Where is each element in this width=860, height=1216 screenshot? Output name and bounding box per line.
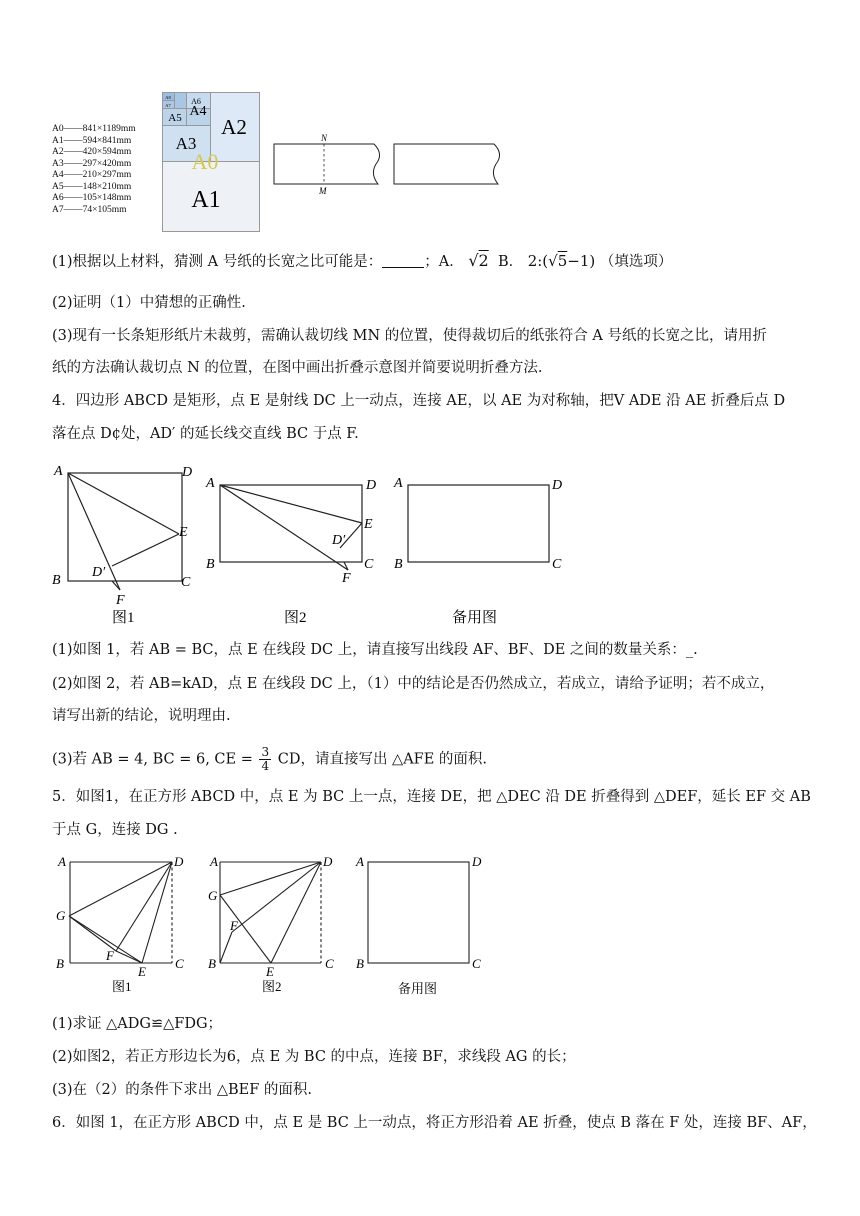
q5-fig3-caption: 备用图 [398, 981, 438, 996]
svg-text:D: D [472, 854, 482, 869]
long-strip-paper-figure [268, 130, 508, 196]
q4-fig2-caption: 图2 [284, 610, 307, 626]
option-b-expression: 2:(√5−1) [527, 252, 596, 270]
a-paper-size-list [52, 124, 162, 216]
svg-text:F: F [116, 593, 125, 608]
q4-part3: (3)若 AB = 4, BC = 6, CE = $\frac{3}{4}$ CD，请直接写出 △AFE 的面积. [52, 745, 488, 773]
svg-text:A: A [58, 854, 66, 869]
svg-text:B: B [206, 557, 215, 572]
q5-part3: (3)在（2）的条件下求出 △BEF 的面积. [52, 1082, 313, 1098]
q5-stem-line1: 5．如图1，在正方形 ABCD 中，点 E 为 BC 上一点，连接 DE，把 △DEC 沿 DE 折叠得到 △DEF，延长 EF 交 AB [52, 789, 811, 805]
q3-part2: (2)证明（1）中猜想的正确性. [52, 295, 246, 311]
svg-text:D: D [366, 478, 377, 493]
svg-text:A: A [394, 476, 403, 491]
svg-text:D: D [182, 465, 193, 480]
label-a5: A5 [168, 112, 182, 124]
label-a7: A7 [165, 103, 171, 108]
label-a3: A3 [175, 134, 197, 153]
q3-part3-line2: 纸的方法确认裁切点 N 的位置，在图中画出折叠示意图并简要说明折叠方法. [52, 360, 543, 376]
svg-text:A: A [206, 476, 215, 491]
q3-part3-line1: (3)现有一长条矩形纸片未裁剪，需确认裁切线 MN 的位置，使得裁切后的纸张符合 A 号纸的长宽之比，请用折 [52, 328, 767, 344]
svg-text:F: F [230, 918, 238, 933]
q4-part2-line1: (2)如图 2，若 AB=kAD，点 E 在线段 DC 上，（1）中的结论是否仍然成立，若成立，请给予证明；若不成立， [52, 676, 775, 692]
svg-text:B: B [394, 557, 403, 572]
svg-text:F: F [342, 571, 351, 586]
label-a8: A8 [165, 95, 171, 100]
svg-text:E: E [364, 517, 373, 532]
svg-text:C: C [552, 557, 562, 572]
svg-text:C: C [175, 956, 184, 971]
svg-text:D: D [323, 854, 333, 869]
svg-text:B: B [208, 956, 216, 971]
label-a0: A0 [191, 149, 219, 174]
q4-fig1-caption: 图1 [112, 610, 135, 626]
q3-part1: (1)根据以上材料，猜测 A 号纸的长宽之比可能是： ；A． √2 B． 2:(√5−1) （填选项） [52, 251, 673, 270]
size-row: A7——74×105mm [52, 204, 127, 215]
q4-stem-line2: 落在点 D¢处，AD′ 的延长线交直线 BC 于点 F. [52, 426, 359, 442]
q5-fig2-caption: 图2 [262, 979, 282, 994]
svg-text:F: F [106, 948, 114, 963]
q5-fig1-caption: 图1 [112, 979, 132, 994]
q4-figures [48, 458, 578, 628]
size-row: A4——210×297mm [52, 170, 132, 180]
q4-stem-line1: 4．四边形 ABCD 是矩形，点 E 是射线 DC 上一动点，连接 AE，以 AE 为对称轴，把V ADE 沿 AE 折叠后点 D [52, 393, 786, 409]
q4-fig3-caption: 备用图 [452, 610, 498, 626]
svg-text:E: E [266, 964, 274, 979]
svg-text:G: G [208, 888, 218, 903]
size-row: A6——105×148mm [52, 193, 132, 203]
size-row: A5——148×210mm [52, 181, 132, 192]
size-row: A0——841×1189mm [52, 124, 136, 134]
point-m: M [319, 186, 327, 196]
q6-stem-line1: 6．如图 1，在正方形 ABCD 中，点 E 是 BC 上一动点，将正方形沿着 AE 折叠，使点 B 落在 F 处，连接 BF、AF， [52, 1115, 817, 1131]
label-a4: A4 [189, 104, 207, 119]
a-paper-division-diagram [162, 92, 260, 232]
label-a2: A2 [221, 115, 247, 139]
answer-blank [382, 253, 424, 268]
q5-part1: (1)求证 △ADG≌△FDG； [52, 1016, 223, 1032]
svg-text:A: A [356, 854, 364, 869]
q4-part1: (1)如图 1，若 AB = BC，点 E 在线段 DC 上，请直接写出线段 AF、BF、DE 之间的数量关系：_. [52, 642, 698, 658]
svg-text:G: G [56, 908, 66, 923]
point-n: N [321, 133, 328, 143]
size-row: A3——297×420mm [52, 158, 132, 169]
q4-part2-line2: 请写出新的结论，说明理由. [52, 708, 231, 724]
svg-text:E: E [179, 525, 188, 540]
svg-text:D: D [552, 478, 563, 493]
svg-text:D′: D′ [92, 565, 106, 580]
q5-stem-line2: 于点 G，连接 DG . [52, 822, 178, 838]
size-row: A2——420×594mm [52, 147, 132, 157]
svg-text:B: B [56, 956, 64, 971]
svg-text:A: A [210, 854, 218, 869]
svg-text:C: C [325, 956, 334, 971]
q5-figures [52, 850, 492, 1000]
svg-text:D: D [174, 854, 184, 869]
size-row: A1——594×841mm [52, 135, 132, 146]
svg-text:B: B [356, 956, 364, 971]
svg-text:D′: D′ [332, 533, 346, 548]
svg-text:E: E [138, 964, 146, 979]
option-a-sqrt2: √2 [468, 251, 489, 270]
svg-text:C: C [181, 575, 191, 590]
svg-text:B: B [52, 573, 61, 588]
label-a1: A1 [191, 187, 221, 213]
q5-part2: (2)如图2，若正方形边长为6，点 E 为 BC 的中点，连接 BF，求线段 AG 的长； [52, 1049, 576, 1065]
svg-text:C: C [472, 956, 481, 971]
fraction-three-quarters: $\frac{3}{4}$ [261, 745, 270, 773]
label-a6: A6 [191, 97, 201, 106]
svg-text:C: C [364, 557, 374, 572]
svg-text:A: A [54, 464, 63, 479]
